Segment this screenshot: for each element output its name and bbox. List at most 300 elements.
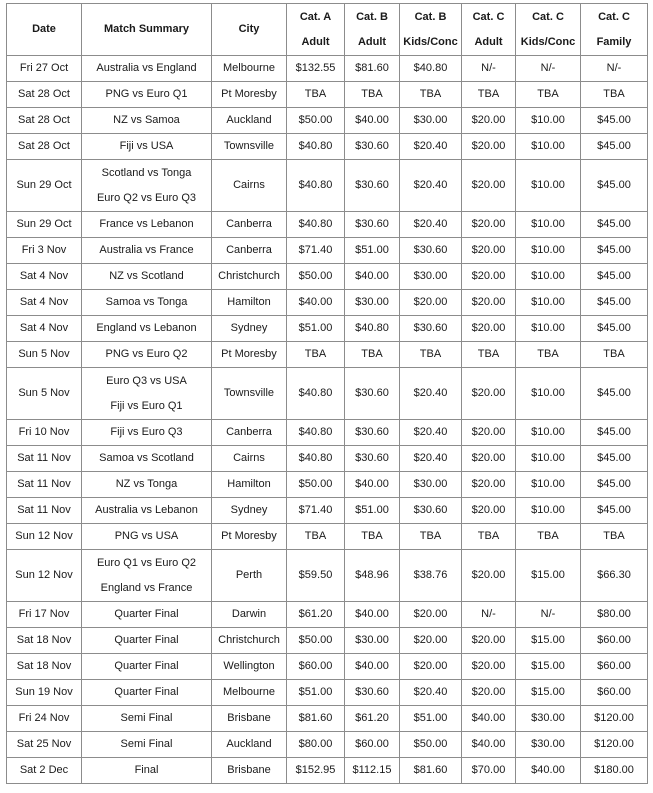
cell-price-cat-b-kids-conc: $20.40 [400,160,462,212]
cell-price-cat-c-kids-conc: $10.00 [516,498,581,524]
cell-city: Hamilton [212,290,287,316]
cell-price-cat-b-adult: $30.60 [345,680,400,706]
header-line2: Kids/Conc [520,35,576,48]
match-line: Quarter Final [114,634,179,646]
cell-price-cat-b-adult: $81.60 [345,56,400,82]
cell-price-cat-c-family: $45.00 [581,498,648,524]
cell-price-cat-c-family: $60.00 [581,654,648,680]
cell-date: Fri 3 Nov [7,238,82,264]
cell-price-cat-b-kids-conc: $20.00 [400,628,462,654]
header-line1: Cat. C [598,10,630,23]
cell-price-cat-c-adult: $20.00 [462,238,516,264]
cell-price-cat-c-family: $120.00 [581,706,648,732]
cell-date: Sun 29 Oct [7,212,82,238]
cell-match-summary [82,472,212,498]
cell-price-cat-c-kids-conc: $30.00 [516,706,581,732]
cell-price-cat-c-kids-conc: $10.00 [516,472,581,498]
match-line: England vs Lebanon [96,322,197,334]
cell-price-cat-c-kids-conc: $30.00 [516,732,581,758]
match-line: Australia vs France [99,244,194,256]
table-row [7,290,648,316]
header-cat-b-kids-conc [400,4,462,56]
cell-price-cat-c-family: $45.00 [581,108,648,134]
match-line: NZ vs Scotland [109,270,184,282]
cell-price-cat-c-adult: TBA [462,82,516,108]
cell-city: Townsville [212,368,287,420]
cell-match-summary [82,446,212,472]
cell-price-cat-a-adult: $40.00 [287,290,345,316]
match-line: PNG vs Euro Q2 [105,348,188,360]
cell-city: Sydney [212,316,287,342]
cell-price-cat-c-family: $66.30 [581,550,648,602]
table-row [7,160,648,212]
cell-price-cat-b-kids-conc: $40.80 [400,56,462,82]
header-cat-c-adult [462,4,516,56]
match-line: Australia vs England [96,62,197,74]
cell-price-cat-c-adult: $40.00 [462,706,516,732]
table-row [7,368,648,420]
table-row [7,602,648,628]
table-row [7,758,648,784]
cell-price-cat-c-adult: $70.00 [462,758,516,784]
match-line: PNG vs USA [114,530,179,542]
cell-price-cat-c-kids-conc: N/- [516,602,581,628]
table-row [7,680,648,706]
cell-price-cat-a-adult: $50.00 [287,264,345,290]
table-row [7,706,648,732]
cell-price-cat-c-family: TBA [581,524,648,550]
cell-city: Auckland [212,732,287,758]
cell-price-cat-b-kids-conc: $20.40 [400,134,462,160]
cell-match-summary [82,238,212,264]
cell-price-cat-b-adult: $48.96 [345,550,400,602]
table-row [7,316,648,342]
table-header [7,4,648,56]
table-body [7,56,648,784]
cell-date: Sat 4 Nov [7,264,82,290]
cell-price-cat-a-adult: $71.40 [287,238,345,264]
match-line: Euro Q3 vs USA [106,374,187,387]
cell-price-cat-b-adult: $40.00 [345,654,400,680]
cell-price-cat-c-family: $45.00 [581,472,648,498]
table-row [7,654,648,680]
table-row [7,472,648,498]
cell-price-cat-c-family: $60.00 [581,628,648,654]
cell-match-summary [82,680,212,706]
cell-price-cat-b-adult: TBA [345,524,400,550]
cell-date: Fri 10 Nov [7,420,82,446]
match-line: Semi Final [120,738,173,750]
cell-price-cat-c-family: $45.00 [581,316,648,342]
cell-price-cat-c-kids-conc: $10.00 [516,134,581,160]
cell-price-cat-c-adult: $20.00 [462,628,516,654]
cell-price-cat-b-adult: $30.60 [345,368,400,420]
cell-city: Cairns [212,160,287,212]
header-match-summary [82,4,212,56]
match-line: Quarter Final [114,660,179,672]
match-line: NZ vs Tonga [115,478,178,490]
table-row [7,446,648,472]
cell-price-cat-b-adult: $40.00 [345,108,400,134]
cell-price-cat-b-adult: $40.00 [345,472,400,498]
header-line1: Cat. C [532,10,564,23]
match-line: France vs Lebanon [99,218,194,230]
cell-match-summary [82,628,212,654]
cell-price-cat-b-kids-conc: $30.60 [400,238,462,264]
cell-date: Fri 24 Nov [7,706,82,732]
cell-price-cat-a-adult: $50.00 [287,108,345,134]
cell-date: Sat 28 Oct [7,82,82,108]
cell-price-cat-b-kids-conc: $20.00 [400,290,462,316]
cell-price-cat-c-adult: $20.00 [462,368,516,420]
cell-match-summary [82,368,212,420]
match-line: Samoa vs Tonga [105,296,188,308]
cell-price-cat-c-kids-conc: $15.00 [516,628,581,654]
cell-price-cat-c-kids-conc: $10.00 [516,420,581,446]
cell-city: Brisbane [212,758,287,784]
cell-date: Sat 18 Nov [7,654,82,680]
cell-price-cat-c-kids-conc: $40.00 [516,758,581,784]
cell-price-cat-a-adult: $152.95 [287,758,345,784]
cell-price-cat-c-kids-conc: $10.00 [516,368,581,420]
cell-price-cat-c-kids-conc: $15.00 [516,654,581,680]
cell-city: Pt Moresby [212,524,287,550]
match-line: PNG vs Euro Q1 [105,88,188,100]
ticket-price-table-container [6,3,648,784]
cell-price-cat-a-adult: TBA [287,342,345,368]
cell-price-cat-b-adult: $40.00 [345,602,400,628]
table-row [7,420,648,446]
header-cat-c-kids-conc [516,4,581,56]
cell-date: Sun 5 Nov [7,368,82,420]
header-date [7,4,82,56]
cell-match-summary [82,82,212,108]
cell-price-cat-c-adult: $20.00 [462,108,516,134]
cell-match-summary [82,108,212,134]
cell-price-cat-c-family: $45.00 [581,290,648,316]
cell-city: Pt Moresby [212,342,287,368]
cell-price-cat-c-family: N/- [581,56,648,82]
cell-date: Sat 28 Oct [7,108,82,134]
cell-match-summary [82,420,212,446]
cell-price-cat-b-adult: TBA [345,82,400,108]
table-row [7,134,648,160]
header-cat-a-adult [287,4,345,56]
cell-price-cat-c-kids-conc: TBA [516,342,581,368]
cell-price-cat-c-adult: $20.00 [462,550,516,602]
header-line2: Kids/Conc [403,35,458,48]
cell-date: Sun 19 Nov [7,680,82,706]
cell-price-cat-b-adult: $30.00 [345,290,400,316]
cell-price-cat-b-adult: $112.15 [345,758,400,784]
match-line: Fiji vs USA [119,140,174,152]
cell-price-cat-c-adult: $20.00 [462,316,516,342]
cell-price-cat-a-adult: $60.00 [287,654,345,680]
cell-price-cat-c-adult: $20.00 [462,498,516,524]
cell-date: Sun 29 Oct [7,160,82,212]
cell-price-cat-c-kids-conc: $10.00 [516,238,581,264]
cell-city: Brisbane [212,706,287,732]
cell-price-cat-c-family: $45.00 [581,160,648,212]
cell-price-cat-a-adult: $80.00 [287,732,345,758]
cell-city: Perth [212,550,287,602]
cell-price-cat-c-kids-conc: $10.00 [516,108,581,134]
cell-price-cat-c-family: TBA [581,342,648,368]
match-line: Fiji vs Euro Q3 [110,426,183,438]
header-line1: City [238,23,260,35]
cell-match-summary [82,550,212,602]
cell-price-cat-a-adult: $81.60 [287,706,345,732]
cell-match-summary [82,134,212,160]
cell-city: Christchurch [212,628,287,654]
cell-price-cat-c-adult: $20.00 [462,420,516,446]
header-line1: Cat. C [472,10,505,23]
table-row [7,56,648,82]
cell-price-cat-b-adult: $60.00 [345,732,400,758]
cell-match-summary [82,524,212,550]
cell-date: Sat 4 Nov [7,316,82,342]
cell-date: Sat 11 Nov [7,472,82,498]
match-line: Samoa vs Scotland [99,452,194,464]
header-line1: Cat. B [414,10,447,23]
cell-price-cat-c-kids-conc: $10.00 [516,446,581,472]
cell-price-cat-a-adult: TBA [287,82,345,108]
cell-price-cat-b-kids-conc: $30.00 [400,264,462,290]
cell-price-cat-c-kids-conc: $10.00 [516,160,581,212]
cell-price-cat-c-adult: N/- [462,602,516,628]
header-line1: Match Summary [104,23,189,35]
cell-match-summary [82,732,212,758]
cell-price-cat-a-adult: $40.80 [287,446,345,472]
ticket-price-table [6,3,648,784]
header-city [212,4,287,56]
table-row [7,108,648,134]
cell-date: Sat 11 Nov [7,446,82,472]
cell-price-cat-c-adult: TBA [462,524,516,550]
match-line: Euro Q2 vs Euro Q3 [96,191,197,204]
cell-price-cat-c-family: $45.00 [581,212,648,238]
cell-price-cat-a-adult: $50.00 [287,628,345,654]
cell-price-cat-b-kids-conc: $20.40 [400,420,462,446]
cell-price-cat-b-kids-conc: $81.60 [400,758,462,784]
match-line: Australia vs Lebanon [95,504,198,516]
cell-price-cat-b-kids-conc: $38.76 [400,550,462,602]
cell-price-cat-a-adult: $51.00 [287,680,345,706]
cell-price-cat-a-adult: $51.00 [287,316,345,342]
cell-price-cat-b-adult: $51.00 [345,498,400,524]
cell-price-cat-b-kids-conc: $30.60 [400,498,462,524]
cell-match-summary [82,706,212,732]
match-line: NZ vs Samoa [113,114,180,126]
cell-match-summary [82,498,212,524]
cell-date: Sat 4 Nov [7,290,82,316]
match-line: Quarter Final [114,686,179,698]
table-row [7,628,648,654]
cell-price-cat-c-kids-conc: $10.00 [516,212,581,238]
cell-price-cat-a-adult: $40.80 [287,160,345,212]
cell-price-cat-a-adult: $40.80 [287,368,345,420]
match-line: Semi Final [120,712,173,724]
cell-price-cat-c-kids-conc: TBA [516,524,581,550]
cell-price-cat-b-adult: $30.60 [345,134,400,160]
cell-price-cat-c-family: $45.00 [581,264,648,290]
cell-price-cat-c-adult: $20.00 [462,212,516,238]
cell-price-cat-b-kids-conc: $20.40 [400,680,462,706]
cell-city: Canberra [212,420,287,446]
cell-price-cat-b-kids-conc: $30.00 [400,472,462,498]
cell-city: Canberra [212,238,287,264]
cell-price-cat-b-adult: $30.60 [345,212,400,238]
cell-match-summary [82,160,212,212]
cell-price-cat-b-kids-conc: $20.40 [400,446,462,472]
cell-price-cat-b-kids-conc: TBA [400,524,462,550]
cell-price-cat-c-family: $80.00 [581,602,648,628]
cell-price-cat-b-adult: $61.20 [345,706,400,732]
cell-price-cat-c-adult: TBA [462,342,516,368]
cell-date: Sat 11 Nov [7,498,82,524]
cell-price-cat-c-adult: $20.00 [462,654,516,680]
cell-price-cat-b-adult: $40.00 [345,264,400,290]
header-line1: Cat. A [299,10,332,23]
header-line2: Adult [474,35,503,48]
cell-price-cat-b-kids-conc: $51.00 [400,706,462,732]
cell-price-cat-b-kids-conc: TBA [400,342,462,368]
cell-price-cat-c-kids-conc: $10.00 [516,264,581,290]
cell-date: Sat 18 Nov [7,628,82,654]
cell-city: Darwin [212,602,287,628]
cell-city: Christchurch [212,264,287,290]
cell-date: Fri 27 Oct [7,56,82,82]
cell-date: Fri 17 Nov [7,602,82,628]
cell-price-cat-c-family: $45.00 [581,134,648,160]
cell-match-summary [82,342,212,368]
cell-price-cat-c-family: $45.00 [581,446,648,472]
cell-price-cat-b-adult: TBA [345,342,400,368]
cell-city: Sydney [212,498,287,524]
cell-match-summary [82,290,212,316]
header-line1: Date [32,23,56,35]
cell-price-cat-b-kids-conc: $20.00 [400,654,462,680]
cell-date: Sat 28 Oct [7,134,82,160]
cell-price-cat-c-adult: $20.00 [462,160,516,212]
cell-price-cat-a-adult: $61.20 [287,602,345,628]
cell-price-cat-b-kids-conc: $30.00 [400,108,462,134]
cell-date: Sun 12 Nov [7,550,82,602]
cell-price-cat-c-adult: $40.00 [462,732,516,758]
cell-city: Auckland [212,108,287,134]
cell-price-cat-c-family: TBA [581,82,648,108]
cell-city: Townsville [212,134,287,160]
cell-price-cat-a-adult: $50.00 [287,472,345,498]
cell-price-cat-b-adult: $30.60 [345,160,400,212]
cell-price-cat-c-family: $45.00 [581,238,648,264]
cell-city: Pt Moresby [212,82,287,108]
header-cat-c-family [581,4,648,56]
cell-city: Cairns [212,446,287,472]
cell-price-cat-a-adult: $40.80 [287,134,345,160]
cell-price-cat-b-kids-conc: TBA [400,82,462,108]
cell-match-summary [82,212,212,238]
cell-price-cat-b-kids-conc: $20.40 [400,212,462,238]
match-line: Fiji vs Euro Q1 [110,399,183,412]
cell-price-cat-b-kids-conc: $30.60 [400,316,462,342]
cell-date: Sat 25 Nov [7,732,82,758]
cell-match-summary [82,654,212,680]
cell-price-cat-b-kids-conc: $20.40 [400,368,462,420]
header-line2: Adult [357,35,387,48]
cell-price-cat-c-adult: $20.00 [462,264,516,290]
table-row [7,82,648,108]
table-row [7,342,648,368]
cell-price-cat-c-adult: $20.00 [462,446,516,472]
header-cat-b-adult [345,4,400,56]
cell-price-cat-c-family: $180.00 [581,758,648,784]
cell-price-cat-c-family: $45.00 [581,420,648,446]
cell-price-cat-c-kids-conc: $15.00 [516,550,581,602]
table-row [7,498,648,524]
cell-date: Sun 12 Nov [7,524,82,550]
header-row [7,4,648,56]
cell-price-cat-b-kids-conc: $20.00 [400,602,462,628]
cell-price-cat-c-adult: $20.00 [462,290,516,316]
cell-date: Sun 5 Nov [7,342,82,368]
match-line: Scotland vs Tonga [101,166,192,179]
cell-city: Hamilton [212,472,287,498]
cell-price-cat-a-adult: $40.80 [287,420,345,446]
cell-price-cat-c-family: $45.00 [581,368,648,420]
cell-price-cat-a-adult: $59.50 [287,550,345,602]
cell-match-summary [82,56,212,82]
cell-price-cat-c-adult: $20.00 [462,134,516,160]
cell-price-cat-c-kids-conc: $15.00 [516,680,581,706]
cell-date: Sat 2 Dec [7,758,82,784]
cell-price-cat-c-kids-conc: TBA [516,82,581,108]
cell-match-summary [82,316,212,342]
cell-price-cat-b-adult: $30.00 [345,628,400,654]
header-line1: Cat. B [356,10,388,23]
cell-match-summary [82,758,212,784]
cell-price-cat-b-adult: $40.80 [345,316,400,342]
cell-price-cat-a-adult: $71.40 [287,498,345,524]
match-line: Quarter Final [114,608,179,620]
cell-price-cat-c-adult: N/- [462,56,516,82]
cell-price-cat-c-kids-conc: N/- [516,56,581,82]
cell-city: Canberra [212,212,287,238]
table-row [7,732,648,758]
header-line2: Family [596,35,632,48]
cell-city: Melbourne [212,680,287,706]
cell-match-summary [82,264,212,290]
cell-price-cat-b-kids-conc: $50.00 [400,732,462,758]
cell-price-cat-a-adult: TBA [287,524,345,550]
cell-price-cat-c-adult: $20.00 [462,680,516,706]
cell-city: Wellington [212,654,287,680]
table-row [7,524,648,550]
cell-price-cat-c-kids-conc: $10.00 [516,290,581,316]
cell-price-cat-a-adult: $40.80 [287,212,345,238]
match-line: England vs France [100,581,193,594]
cell-match-summary [82,602,212,628]
cell-price-cat-b-adult: $51.00 [345,238,400,264]
match-line: Euro Q1 vs Euro Q2 [96,556,197,569]
cell-price-cat-c-adult: $20.00 [462,472,516,498]
table-row [7,238,648,264]
table-row [7,264,648,290]
table-row [7,550,648,602]
cell-city: Melbourne [212,56,287,82]
cell-price-cat-c-family: $120.00 [581,732,648,758]
cell-price-cat-b-adult: $30.60 [345,420,400,446]
